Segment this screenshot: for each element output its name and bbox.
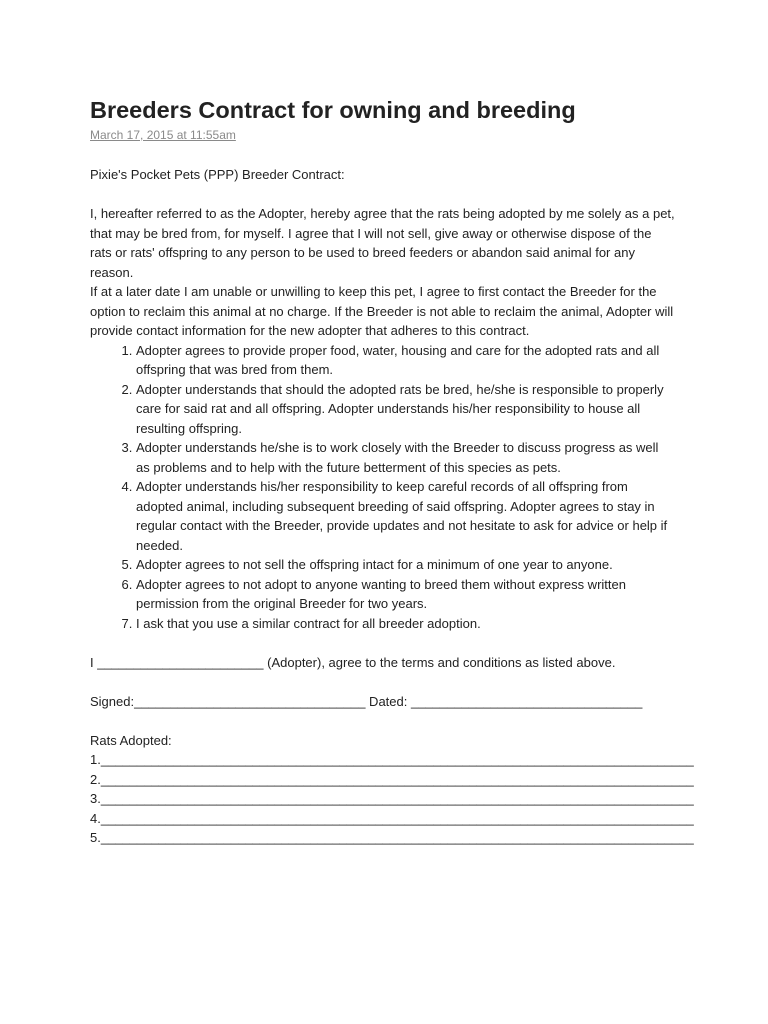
rat-adopted-line: 5.__________________________________________________________________________________ [90,830,694,845]
term-item: 7. I ask that you use a similar contract for all breeder adoption. [136,614,675,634]
term-item: 6. Adopter agrees to not adopt to anyone wanting to breed them without express written permission from the original Breeder for two years. [136,575,675,614]
rat-adopted-line: 4.__________________________________________________________________________________ [90,810,694,826]
term-item: 4. Adopter understands his/her responsibility to keep careful records of all offspring from adopted animal, including subsequent breeding of said offspring. Adopter agrees to stay in regular contact with the Breeder, provide updates and not hesitate to ask for advice or help if needed. [136,477,675,555]
contract-page [90,95,694,848]
rats-adopted-label: Rats Adopted: [90,732,172,748]
term-item: 1. Adopter agrees to provide proper food, water, housing and care for the adopted rats and all offspring that was bred from them. [136,341,675,380]
page-title: Breeders Contract for owning and breeding [90,97,576,123]
reclaim-paragraph: If at a later date I am unable or unwilling to keep this pet, I agree to first contact the Breeder for the option to reclaim this animal at no charge. If the Breeder is not able to reclaim the animal, Adopter will provide contact information for the new adopter that adheres to this contract. [90,284,674,338]
adopter-name-line: I _______________________ (Adopter), agree to the terms and conditions as listed above. [90,654,616,670]
term-item: 2. Adopter understands that should the adopted rats be bred, he/she is responsible to properly care for said rat and all offspring. Adopter understands his/her responsibility to house all resulting offspring. [136,380,675,439]
terms-list [90,341,675,634]
rat-adopted-line: 3.__________________________________________________________________________________ [90,791,694,806]
term-item: 5. Adopter agrees to not sell the offspring intact for a minimum of one year to anyone. [136,555,675,575]
contract-heading: Pixie's Pocket Pets (PPP) Breeder Contract: [90,167,345,182]
rat-adopted-line: 2.__________________________________________________________________________________ [90,771,694,787]
signature-date-line: Signed:________________________________ Dated: ________________________________ [90,693,643,709]
adopter-agreement-paragraph: I, hereafter referred to as the Adopter, hereby agree that the rats being adopted by me solely as a pet, that may be bred from, for myself. I agree that I will not sell, give away or otherwise dispose of the rats or rats' offspring to any person to be used to breed feeders or abandon said animal for any reason. [90,206,675,280]
post-date-link[interactable]: March 17, 2015 at 11:55am [90,128,236,142]
rat-adopted-line: 1.__________________________________________________________________________________ [90,752,694,767]
term-item: 3. Adopter understands he/she is to work closely with the Breeder to discuss progress as well as problems and to help with the future betterment of this species as pets. [136,438,675,477]
